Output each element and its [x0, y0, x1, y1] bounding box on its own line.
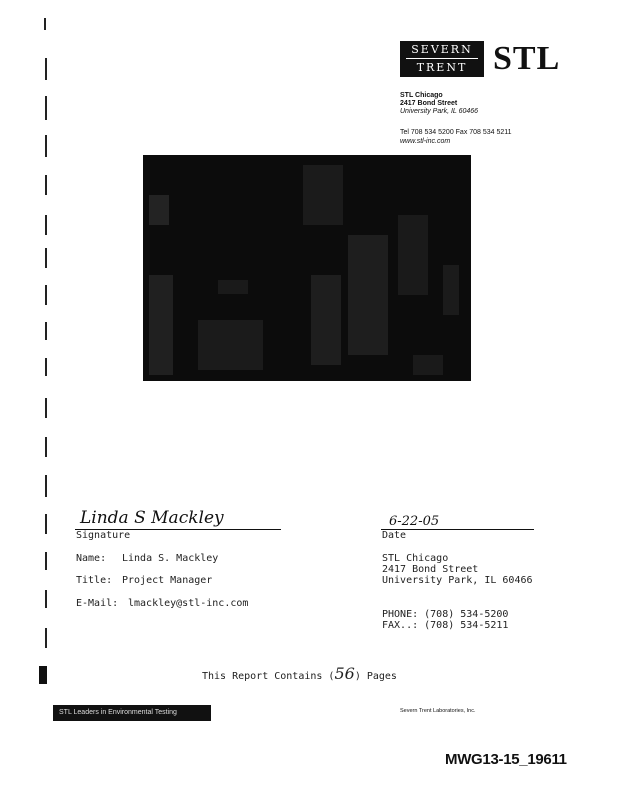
company-fax: FAX..: (708) 534-5211 [382, 620, 509, 631]
title-label: Title: [76, 575, 113, 586]
lab-name: STL Chicago [400, 92, 443, 99]
lab-city: University Park, IL 60466 [400, 108, 479, 115]
lab-website: www.stl-inc.com [400, 138, 451, 145]
email-value: lmackley@stl-inc.com [128, 598, 249, 609]
severn-trent-logo [400, 41, 484, 77]
lab-address [400, 92, 478, 116]
date-label: Date [382, 530, 407, 541]
footer-company: Severn Trent Laboratories, Inc. [400, 708, 476, 714]
lab-contact [400, 128, 512, 146]
scan-edge-block [39, 666, 47, 684]
email-label: E-Mail: [76, 598, 119, 609]
lab-phone-fax: Tel 708 534 5200 Fax 708 534 5211 [400, 129, 512, 136]
title-value: Project Manager [122, 575, 213, 586]
name-value: Linda S. Mackley [122, 553, 219, 564]
company-street: 2417 Bond Street [382, 564, 479, 575]
footer-banner: STL Leaders in Environmental Testing [53, 705, 211, 721]
page-count-prefix: This Report Contains ( [202, 671, 335, 682]
page-count-suffix: ) Pages [354, 671, 397, 682]
signature-label: Signature [76, 530, 131, 541]
handwritten-signature: Linda S Mackley [80, 508, 224, 528]
lab-street: 2417 Bond Street [400, 100, 458, 107]
handwritten-date: 6-22-05 [389, 514, 440, 529]
stl-logo-text: STL [493, 40, 561, 77]
logo-line-2: TRENT [416, 61, 468, 74]
company-name: STL Chicago [382, 553, 449, 564]
page-count-number: 56 [334, 664, 355, 683]
name-label: Name: [76, 553, 107, 564]
report-page-count [202, 664, 397, 683]
obscured-scan-region [143, 155, 471, 381]
company-phone: PHONE: (708) 534-5200 [382, 609, 509, 620]
logo-line-1: SEVERN [411, 43, 473, 56]
document-id: MWG13-15_19611 [445, 751, 567, 768]
company-city: University Park, IL 60466 [382, 575, 533, 586]
